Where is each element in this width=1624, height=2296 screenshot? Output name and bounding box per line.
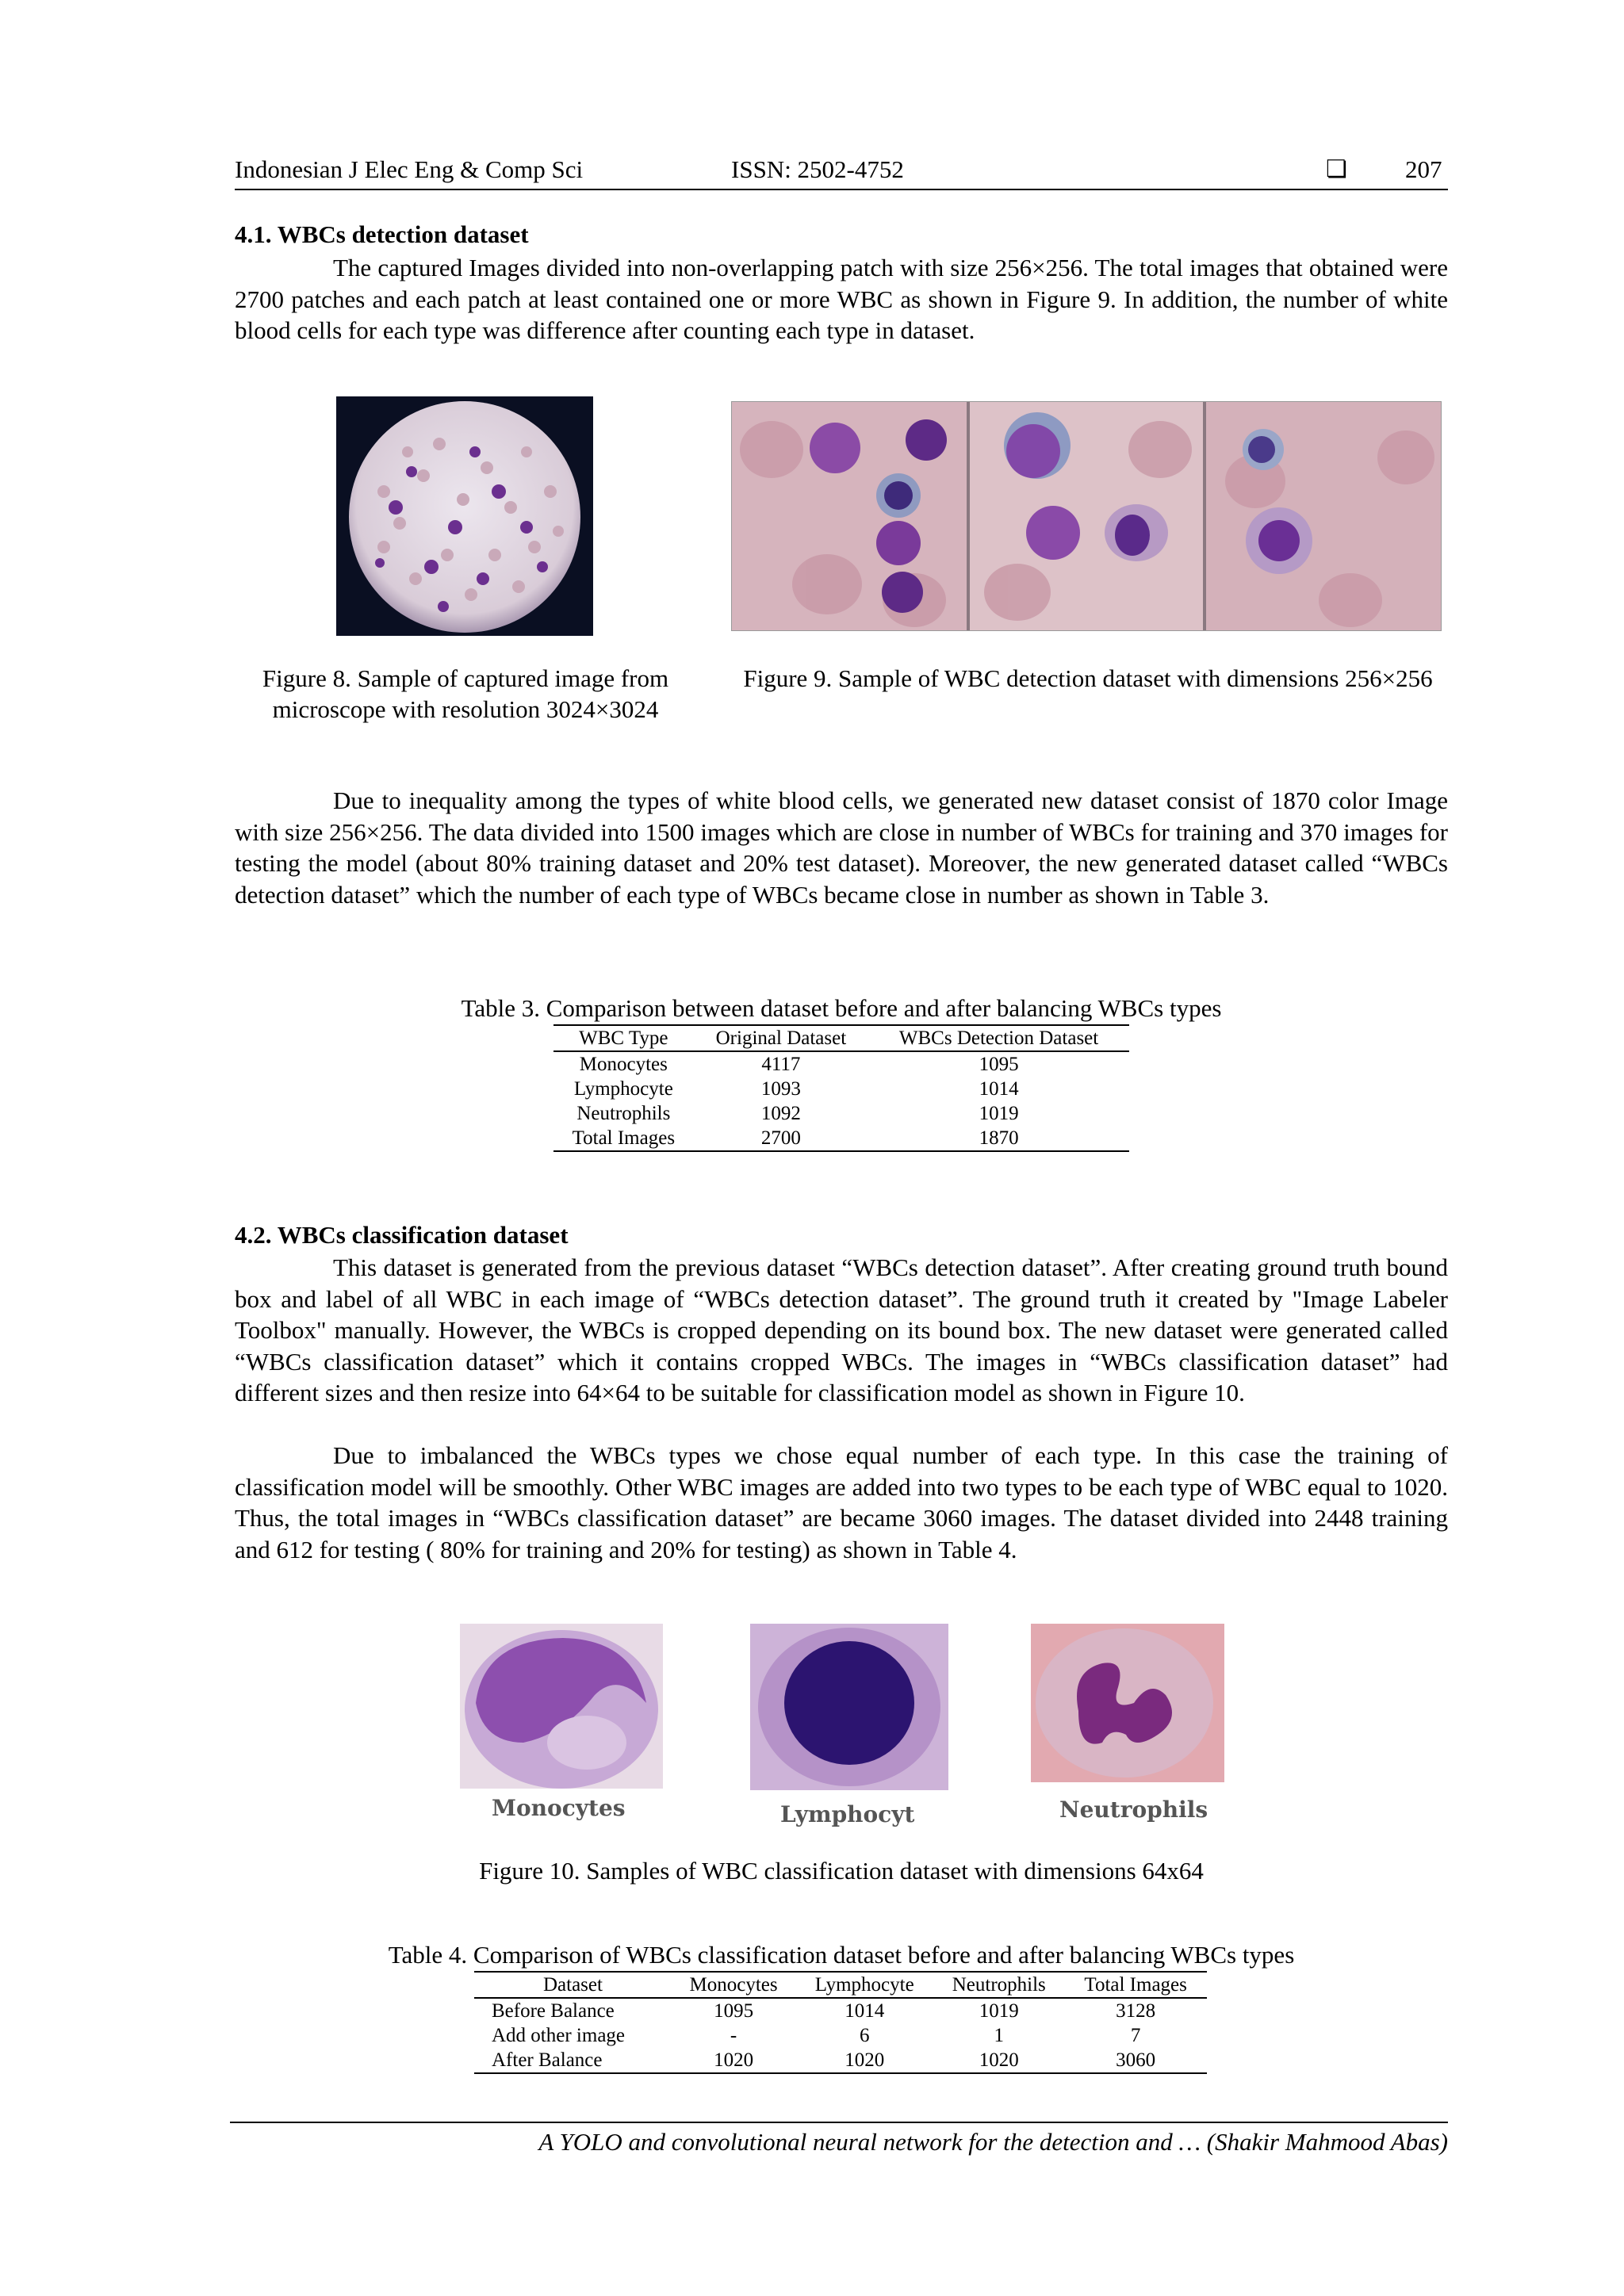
table-row [553, 1126, 1129, 1151]
figure-10-label: Lymphocyt [780, 1801, 915, 1827]
table-cell: 1014 [845, 2000, 885, 2022]
table-cell: 1 [994, 2025, 1004, 2046]
figure-8-microscope-image [336, 396, 593, 636]
table-cell: 1095 [714, 2000, 754, 2022]
table-cell: After Balance [474, 2048, 672, 2073]
table-4 [474, 1971, 1207, 2074]
figure-10-label: Neutrophils [1059, 1797, 1208, 1823]
table-cell: 3060 [1064, 2048, 1207, 2073]
column-header: Monocytes [672, 1972, 795, 1998]
column-header: Dataset [474, 1972, 672, 1998]
table-4-caption: Table 4. Comparison of WBCs classification dataset before and after balancing WBCs types [388, 1941, 1295, 1969]
paragraph: The captured Images divided into non-overlapping patch with size 256×256. The total images that obtained were 2700 patches and each patch at least contained one or more WBC as shown in Figure 9. In addition, the number of white blood cells for each type was difference after counting each type in dataset. [235, 254, 1448, 344]
page-number: 207 [1405, 155, 1442, 183]
column-header: WBCs Detection Dataset [868, 1025, 1129, 1051]
table-cell: 1092 [760, 1103, 801, 1124]
table-cell: 1093 [760, 1078, 801, 1100]
table-header-row [553, 1025, 1129, 1051]
section-heading-4-1: 4.1. WBCs detection dataset [235, 220, 529, 248]
table-3 [553, 1024, 1129, 1152]
column-header: Total Images [1064, 1972, 1207, 1998]
column-header: Lymphocyte [795, 1972, 933, 1998]
figure-8-caption: Figure 8. Sample of captured image from microscope with resolution 3024×3024 [262, 664, 669, 723]
table-cell: Monocytes [579, 1054, 668, 1075]
table-row [553, 1101, 1129, 1126]
table-cell: 1020 [672, 2048, 795, 2073]
table-cell: 4117 [761, 1054, 801, 1075]
table-cell: 3128 [1116, 2000, 1156, 2022]
table-row [474, 2048, 1207, 2073]
footer-rule [230, 2122, 1448, 2123]
figure-9-wbc-detection-samples [731, 401, 1442, 631]
table-cell: - [730, 2025, 737, 2046]
figure-10-caption: Figure 10. Samples of WBC classification dataset with dimensions 64x64 [479, 1857, 1204, 1885]
table-cell: 7 [1130, 2025, 1141, 2046]
table-row [553, 1077, 1129, 1101]
paragraph: Due to inequality among the types of white blood cells, we generated new dataset consist of 1870 color Image with size 256×256. The data divided into 1500 images which are close in number of WBCs for training and 370 images for testing the model (about 80% training dataset and 20% test dataset). Moreover, the new generated dataset called “WBCs detection dataset” which the number of each type of WBCs became close in number as shown in Table 3. [235, 786, 1448, 909]
table-cell: Before Balance [492, 2000, 615, 2022]
figure-10-lymphocyte-image [750, 1624, 948, 1790]
table-row [553, 1051, 1129, 1077]
figure-10-monocyte-image [460, 1624, 663, 1789]
table-cell: Add other image [492, 2025, 626, 2046]
table-row [474, 2023, 1207, 2048]
figure-9-caption: Figure 9. Sample of WBC detection dataset with dimensions 256×256 [743, 664, 1433, 692]
section-heading-4-2: 4.2. WBCs classification dataset [235, 1221, 569, 1249]
column-header: Neutrophils [933, 1972, 1064, 1998]
table-cell: 1095 [979, 1054, 1019, 1075]
column-header: Original Dataset [694, 1025, 868, 1051]
table-cell: 1870 [868, 1126, 1129, 1151]
header-rule [235, 189, 1448, 190]
table-cell: 1014 [979, 1078, 1019, 1100]
table-cell: 1020 [795, 2048, 933, 2073]
table-3-caption: Table 3. Comparison between dataset before and after balancing WBCs types [461, 994, 1222, 1022]
table-cell: Neutrophils [576, 1103, 671, 1124]
paragraph: This dataset is generated from the previous dataset “WBCs detection dataset”. After creating ground truth bound box and label of all WBC in each image of “WBCs detection dataset”. The ground truth it created by "Image Labeler Toolbox" manually. However, the WBCs is cropped depending on its bound box. The new dataset were generated called “WBCs classification dataset” which it contains cropped WBCs. The images in “WBCs classification dataset” had different sizes and then resize into 64×64 to be suitable for classification model as shown in Figure 10. [235, 1253, 1448, 1406]
table-cell: 2700 [694, 1126, 868, 1151]
table-cell: 6 [859, 2025, 870, 2046]
figure-10-neutrophil-image [1031, 1624, 1224, 1782]
column-header: WBC Type [553, 1025, 694, 1051]
table-cell: Total Images [553, 1126, 694, 1151]
table-header-row [474, 1972, 1207, 1998]
figure-10-label: Monocytes [492, 1795, 626, 1821]
table-cell: 1020 [933, 2048, 1064, 2073]
square-icon: ❏ [1326, 156, 1347, 182]
table-row [474, 1998, 1207, 2023]
table-cell: 1019 [979, 1103, 1019, 1124]
running-header-journal: Indonesian J Elec Eng & Comp Sci [235, 155, 584, 183]
running-header-issn: ISSN: 2502-4752 [731, 155, 904, 183]
running-footer: A YOLO and convolutional neural network for the detection and … (Shakir Mahmood Abas) [538, 2128, 1448, 2156]
paragraph: Due to imbalanced the WBCs types we chose equal number of each type. In this case the training of classification model will be smoothly. Other WBC images are added into two types to be each type of WBC equal to 1020. Thus, the total images in “WBCs classification dataset” are became 3060 images. The dataset divided into 2448 training and 612 for testing ( 80% for training and 20% for testing) as shown in Table 4. [235, 1441, 1448, 1563]
table-cell: Lymphocyte [573, 1078, 673, 1100]
table-cell: 1019 [979, 2000, 1019, 2022]
